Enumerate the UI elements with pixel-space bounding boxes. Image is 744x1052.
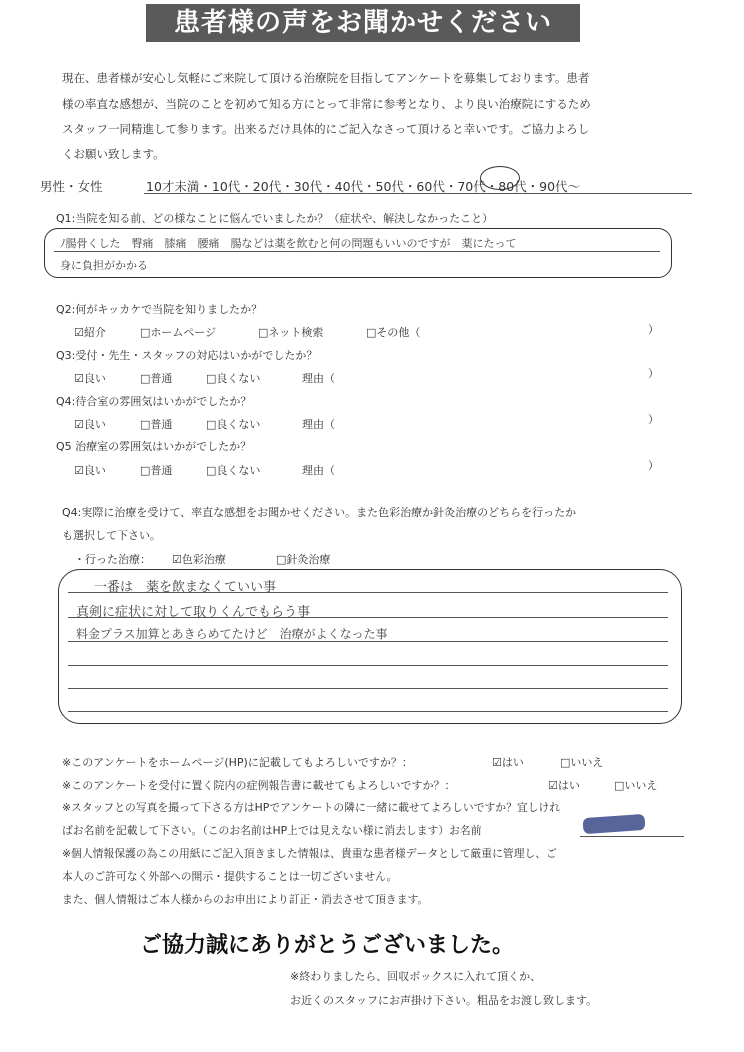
q4b-label-line-2: も選択して下さい。 [62,529,161,542]
intro-line-4: くお願い致します。 [62,147,165,161]
age-underline [144,193,692,194]
q4b-rule-5 [68,688,668,689]
q2-option-net-search[interactable]: □ネット検索 [258,326,324,339]
age-options[interactable]: 10才未満・10代・20代・30代・40代・50代・60代・70代・80代・90代〜 [146,179,581,194]
page-title: 患者様の声をお聞かせください [173,8,552,38]
q1-answer-line-1: ﾉ腸骨くした 臀痛 膝痛 腰痛 腸などは薬を飲むと何の問題もいいのですが 薬にたって [60,237,517,250]
q3-option-normal[interactable]: □普通 [140,372,173,385]
q3-paren-close: ） [648,367,659,380]
q4a-option-normal[interactable]: □普通 [140,418,173,431]
q3-label: Q3:受付・先生・スタッフの対応はいかがでしたか？ [56,349,318,362]
q1-answer-line-2: 身に負担がかかる [60,259,148,272]
q4a-option-good[interactable]: ☑良い [74,418,106,431]
q5-option-normal[interactable]: □普通 [140,464,173,477]
q1-label: Q1:当院を知る前、どの様なことに悩んでいましたか？（症状や、解決しなかったこと） [56,212,494,225]
gender-options[interactable]: 男性・女性 [40,179,103,194]
q3-reason-label: 理由（ [302,372,335,385]
q4b-answer-line-3: 料金プラス加算とあきらめてたけど 治療がよくなった事 [76,627,388,641]
photo-note-line-2: ばお名前を記載して下さい。（このお名前はHP上では見えない様に消去します）お名前 [62,824,482,837]
intro-line-1: 現在、患者様が安心し気軽にご来院して頂ける治療院を目指してアンケートを募集しております。患者 [62,71,590,85]
treatment-option-color[interactable]: ☑色彩治療 [172,553,226,566]
q4b-rule-6 [68,711,668,712]
q4a-label: Q4:待合室の雰囲気はいかがでしたか？ [56,395,252,408]
q3-option-good[interactable]: ☑良い [74,372,106,385]
consent-hp-no[interactable]: □いいえ [560,756,604,769]
consent-hp-text: ※このアンケートをホームページ(HP)に記載してもよろしいですか？： [62,756,413,769]
q4b-answer-line-1: 一番は 薬を飲まなくていい事 [94,580,277,595]
q4b-rule-4 [68,665,668,666]
q4a-paren-close: ） [648,413,659,426]
age-circle-mark [480,166,520,190]
consent-report-no[interactable]: □いいえ [614,779,658,792]
q1-rule-1 [54,251,660,252]
intro-line-2: 様の率直な感想が、当院のことを初めて知る方にとって非常に参考となり、より良い治療院にするため [62,97,591,111]
photo-note-line-1: ※スタッフとの写真を撮って下さる方はHPでアンケートの隣に一緒に載せてよろしいですか？宜しけれ [62,801,561,814]
q2-label: Q2:何がキッカケで当院を知りましたか？ [56,303,263,316]
q5-option-good[interactable]: ☑良い [74,464,106,477]
privacy-note-line-3: また、個人情報はご本人様からのお申出により訂正・消去させて頂きます。 [62,893,429,906]
q2-option-referral[interactable]: ☑紹介 [74,326,106,339]
closing-line-2: お近くのスタッフにお声掛け下さい。粗品をお渡し致します。 [290,994,598,1007]
q2-option-other[interactable]: □その他（ [366,326,421,339]
q4b-answer-line-2: 真剣に症状に対して取りくんでもらう事 [76,605,311,620]
consent-hp-yes[interactable]: ☑はい [492,756,524,769]
q5-label: Q5 治療室の雰囲気はいかがでしたか？ [56,440,252,453]
treatment-option-acupuncture[interactable]: □針灸治療 [276,553,331,566]
q2-option-homepage[interactable]: □ホームページ [140,326,217,339]
q5-reason-label: 理由（ [302,464,335,477]
intro-line-3: スタッフ一同精進して参ります。出来るだけ具体的にご記入なさって頂けると幸いです。ご協力よろし [62,122,590,136]
q5-paren-close: ） [648,459,659,472]
consent-report-text: ※このアンケートを受付に置く院内の症例報告書に載せてもよろしいですか？： [62,779,456,792]
q4b-label-line-1: Q4:実際に治療を受けて、率直な感想をお聞かせください。また色彩治療か針灸治療のどちらを行ったか [62,506,577,519]
closing-line-1: ※終わりましたら、回収ボックスに入れて頂くか、 [290,970,542,983]
consent-report-yes[interactable]: ☑はい [548,779,580,792]
privacy-note-line-1: ※個人情報保護の為この用紙にご記入頂きました情報は、貴重な患者様データとして厳重に管理し、ご [62,847,557,860]
redacted-name-mark [583,814,646,834]
treatment-label: ・行った治療： [74,553,151,566]
q4a-option-bad[interactable]: □良くない [206,418,261,431]
name-underline [580,836,684,837]
q2-paren-close: ） [648,323,659,336]
q3-option-bad[interactable]: □良くない [206,372,261,385]
q5-option-bad[interactable]: □良くない [206,464,261,477]
q4a-reason-label: 理由（ [302,418,335,431]
privacy-note-line-2: 本人のご許可なく外部への開示・提供することは一切ございません。 [62,870,398,883]
thanks-message: ご協力誠にありがとうございました。 [140,932,515,958]
